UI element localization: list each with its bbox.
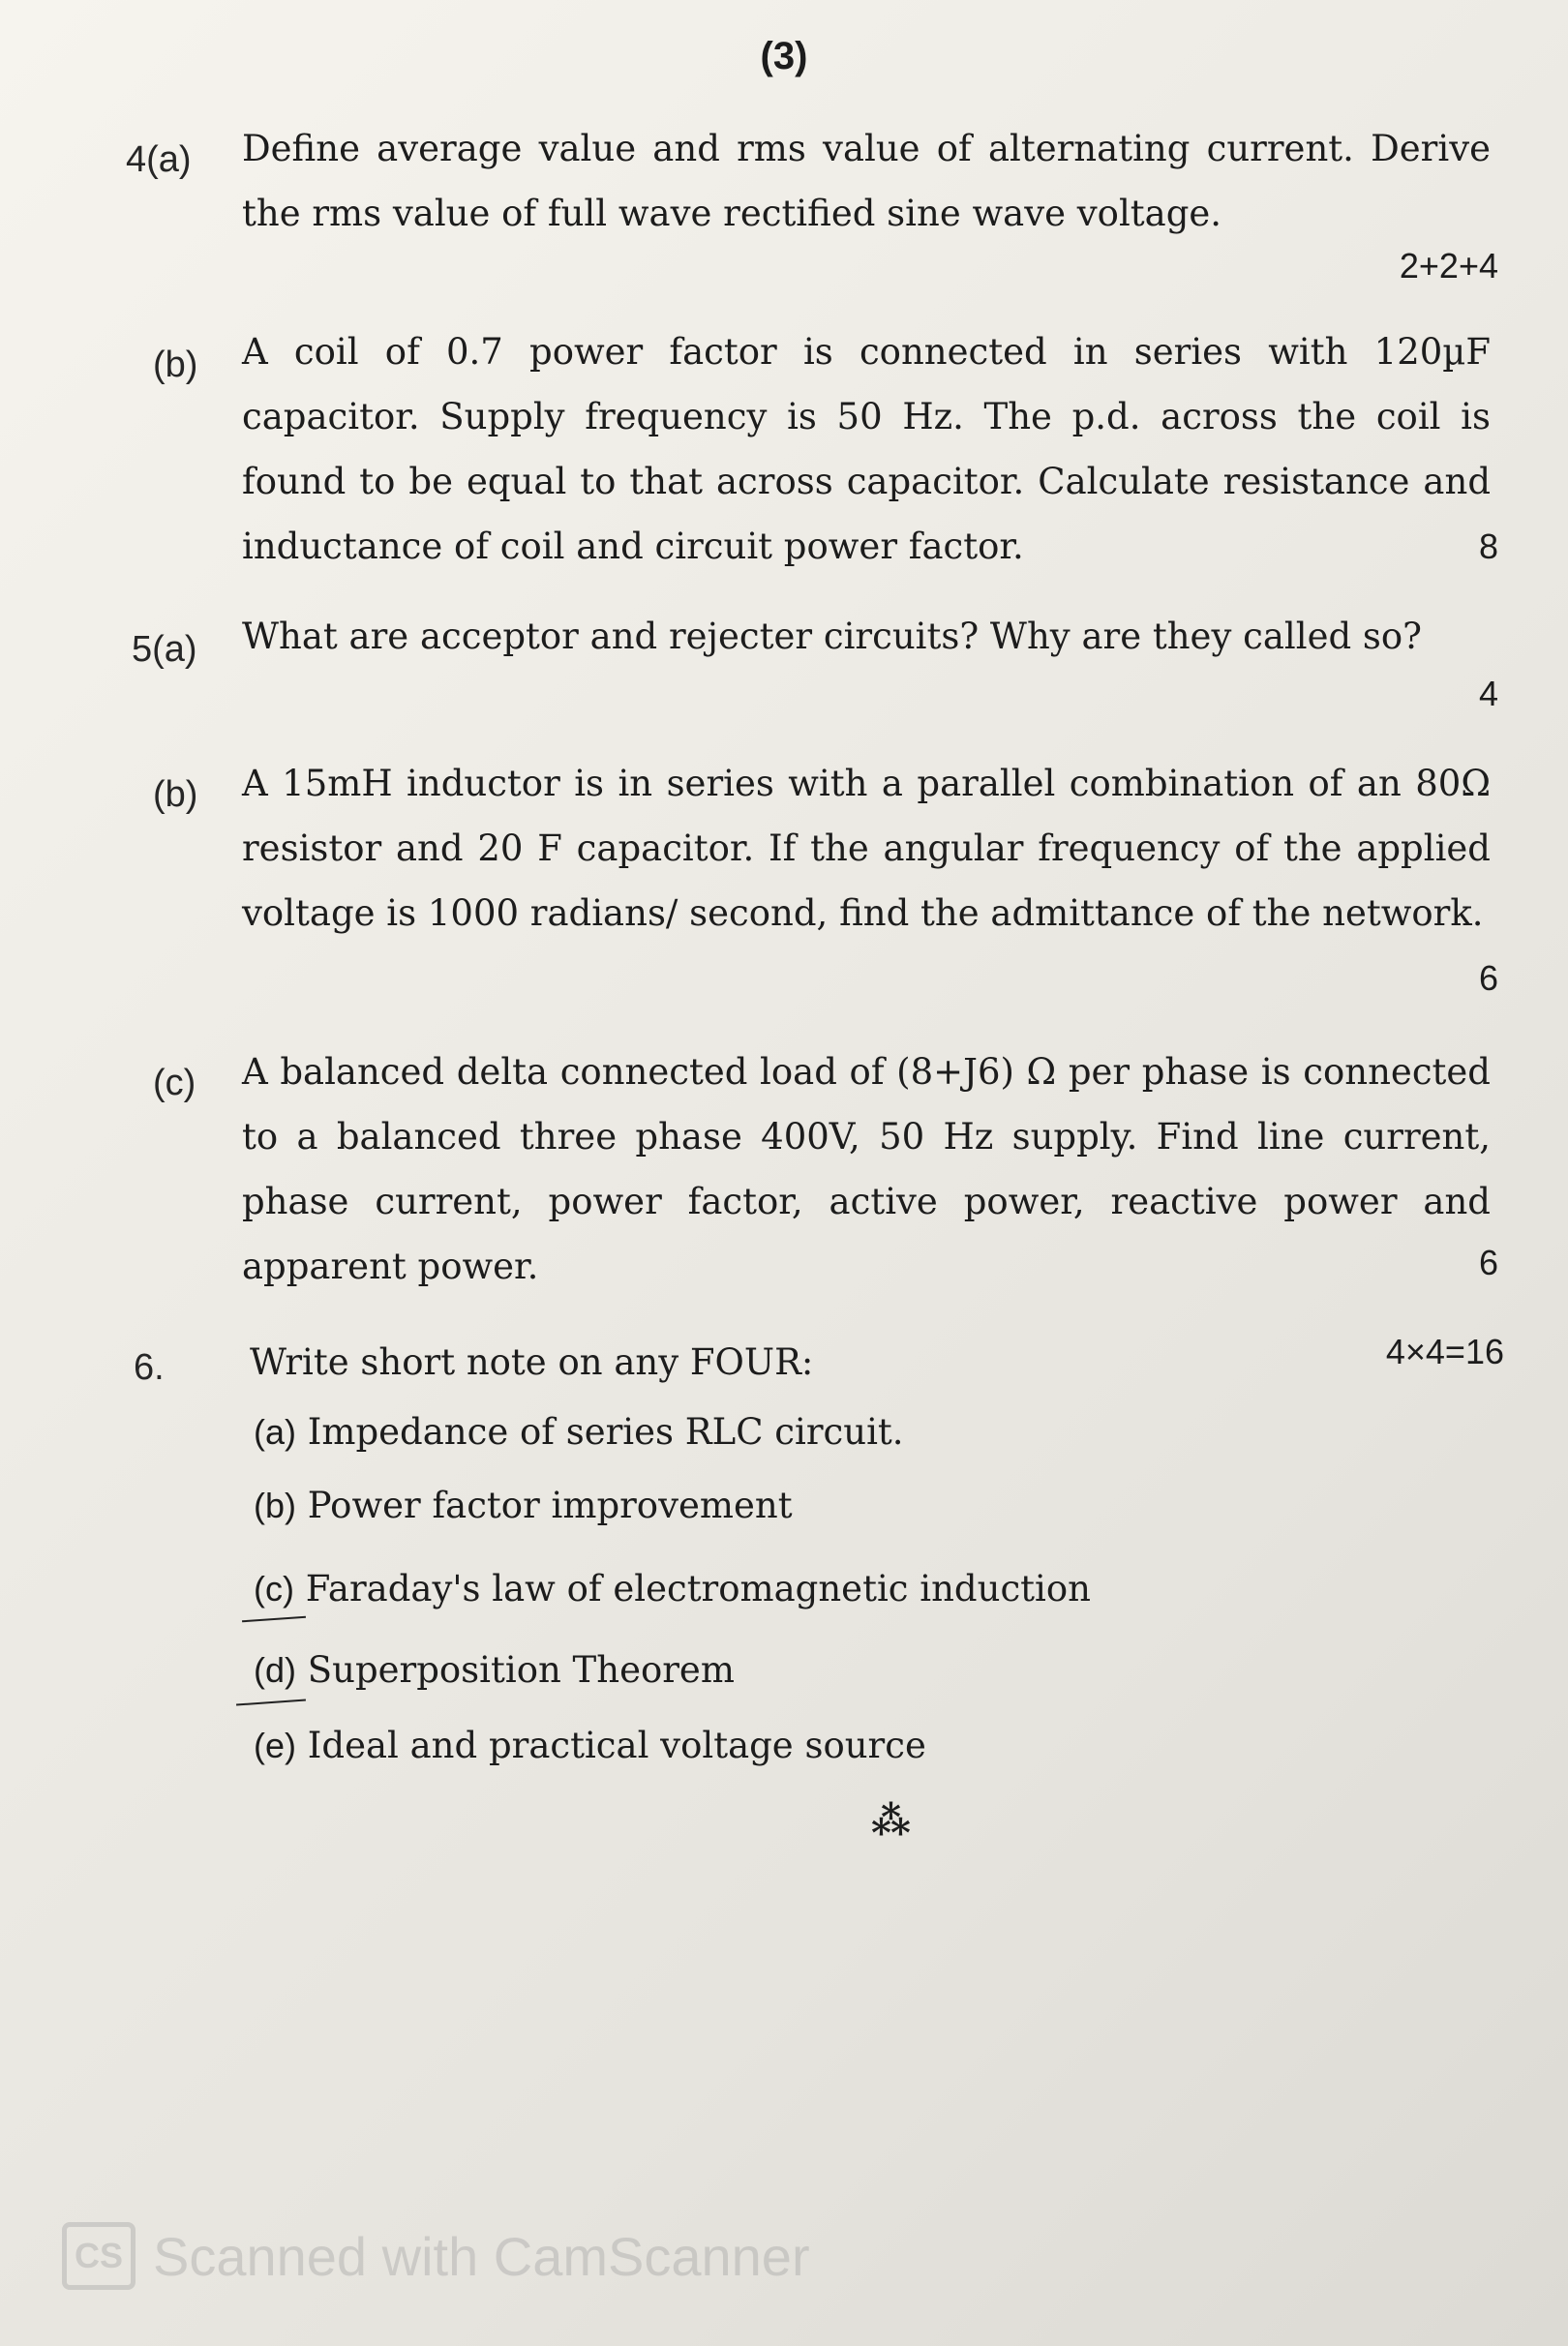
question-number: 5(a)	[132, 629, 197, 670]
question-body: A 15mH inductor is in series with a parallel combination of an 80Ω resistor and 20 F capacitor. If the angular frequency of the applied voltage is 1000 radians/ second, find the admittance of the network.	[242, 763, 1491, 934]
question-body: What are acceptor and rejecter circuits? Why are they called so?	[242, 616, 1423, 657]
question-text	[242, 1039, 1491, 1299]
question-marks: 4×4=16	[1385, 1332, 1504, 1371]
question-body: Write short note on any FOUR:	[250, 1341, 814, 1383]
question-number: 6.	[134, 1347, 165, 1388]
question-marks: 4	[1478, 674, 1498, 713]
question-body: Define average value and rms value of alternating current. Derive the rms value of full wave rectified sine wave voltage.	[242, 128, 1491, 234]
pen-underline-c	[242, 1616, 306, 1623]
note-item-b	[254, 1485, 793, 1526]
question-marks: 6	[1478, 1243, 1498, 1282]
note-item-e	[254, 1725, 926, 1766]
question-marks: 2+2+4	[1399, 246, 1498, 286]
note-item-d	[254, 1649, 735, 1691]
camscanner-logo-icon: CS	[62, 2222, 136, 2290]
question-number: (b)	[153, 774, 198, 815]
end-of-paper-mark: ⁂	[871, 1798, 911, 1844]
note-text: Impedance of series RLC circuit.	[307, 1411, 904, 1453]
question-text	[242, 604, 1491, 669]
page-number: (3)	[760, 35, 808, 77]
note-label: (b)	[254, 1486, 296, 1525]
question-text	[250, 1330, 1498, 1395]
question-number: 4(a)	[126, 139, 192, 180]
note-label: (a)	[254, 1412, 296, 1452]
note-text: Ideal and practical voltage source	[307, 1725, 926, 1766]
camscanner-watermark	[62, 2222, 810, 2290]
note-item-a	[254, 1411, 904, 1453]
question-number: (c)	[153, 1063, 196, 1103]
note-item-c	[254, 1568, 1091, 1609]
question-text	[242, 751, 1491, 946]
question-marks: 6	[1478, 958, 1498, 998]
pen-underline-d	[236, 1699, 306, 1705]
question-number: (b)	[153, 345, 198, 385]
note-label: (d)	[254, 1650, 296, 1690]
question-marks: 8	[1478, 526, 1498, 566]
note-text: Superposition Theorem	[307, 1649, 735, 1691]
question-text	[242, 116, 1491, 246]
question-text	[242, 319, 1491, 579]
question-body: A coil of 0.7 power factor is connected in series with 120µF capacitor. Supply frequency is 50 Hz. The p.d. across the coil is found to be equal to that across capacitor. Calculate resistance and inductance of coil and circuit power factor.	[242, 331, 1491, 567]
note-text: Power factor improvement	[307, 1485, 793, 1526]
note-label: (e)	[254, 1726, 296, 1765]
note-label: (c)	[254, 1569, 294, 1609]
note-text: Faraday's law of electromagnetic induction	[305, 1568, 1091, 1609]
watermark-text: Scanned with CamScanner	[153, 2225, 810, 2287]
question-body: A balanced delta connected load of (8+J6) Ω per phase is connected to a balanced three phase 400V, 50 Hz supply. Find line current, phase current, power factor, active power, reactive power and apparent power.	[242, 1051, 1491, 1287]
